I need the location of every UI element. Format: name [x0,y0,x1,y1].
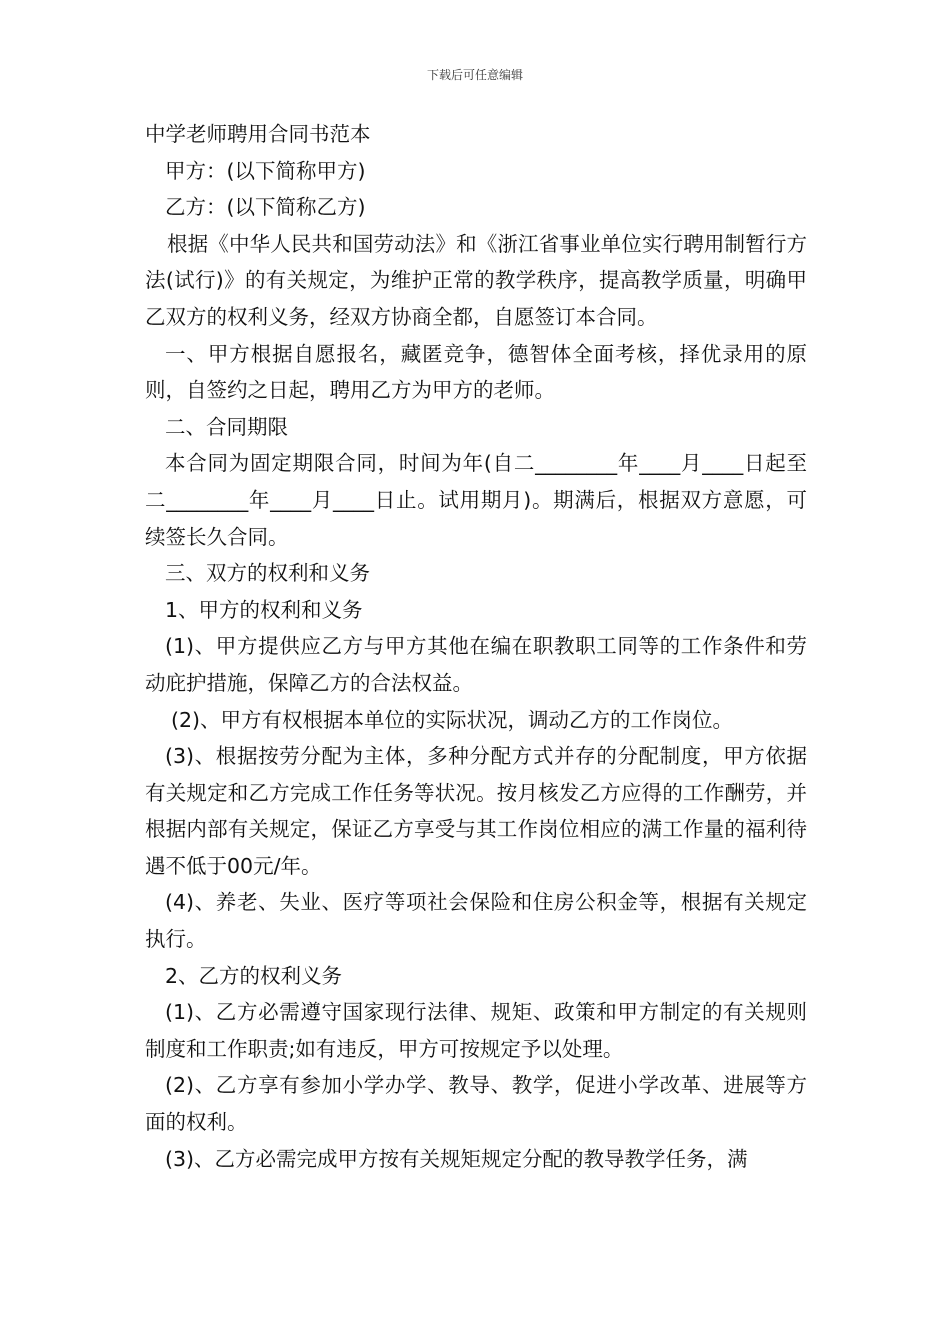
clause-1-paragraph: 一、甲方根据自愿报名，藏匿竞争，德智体全面考核，择优录用的原则，自签约之日起，聘用乙方为甲方的老师。 [145,341,807,403]
document-title: 中学老师聘用合同书范本 [145,122,371,146]
section-heading-term: 二、合同期限 [165,414,288,439]
party-b-item-3: (3)、乙方必需完成甲方按有关规矩规定分配的教导教学任务，满 [165,1146,748,1171]
subsection-heading-party-a: 1、甲方的权利和义务 [165,597,363,622]
preamble-paragraph: 根据《中华人民共和国劳动法》和《浙江省事业单位实行聘用制暂行方法(试行)》的有关规定，为维护正常的教学秩序，提高教学质量，明确甲乙双方的权利义务，经双方协商全都，自愿签订本合同。 [145,231,807,329]
page-header: 下载后可任意编辑 [426,68,523,82]
section-heading-rights: 三、双方的权利和义务 [165,561,370,586]
party-a-line: 甲方：(以下简称甲方) [165,158,366,183]
party-b-item-1: (1)、乙方必需遵守国家现行法律、规矩、政策和甲方制定的有关规则制度和工作职责;如有违反，甲方可按规定予以处理。 [145,1000,807,1061]
party-b-item-2: (2)、乙方享有参加小学办学、教导、教学，促进小学改革、进展等方面的权利。 [145,1073,807,1135]
term-paragraph: 本合同为固定期限合同，时间为年(自二________年____月____日起至二________年____月____日止。试用期月)。期满后，根据双方意愿，可续签长久合同。 [145,451,807,549]
party-a-item-1: (1)、甲方提供应乙方与甲方其他在编在职教职工同等的工作条件和劳动庇护措施，保障乙方的合法权益。 [145,634,807,695]
party-a-item-4: (4)、养老、失业、医疗等项社会保险和住房公积金等，根据有关规定执行。 [145,890,807,952]
subsection-heading-party-b: 2、乙方的权利义务 [165,963,343,988]
document-body [145,116,807,1177]
party-a-item-2: (2)、甲方有权根据本单位的实际状况，调动乙方的工作岗位。 [171,707,734,732]
party-a-item-3: (3)、根据按劳分配为主体，多种分配方式并存的分配制度，甲方依据有关规定和乙方完成工作任务等状况。按月核发乙方应得的工作酬劳，并根据内部有关规定，保证乙方享受与其工作岗位相应的满工作量的福利待遇不低于00元/年。 [145,744,807,878]
party-b-line: 乙方：(以下简称乙方) [165,195,366,220]
